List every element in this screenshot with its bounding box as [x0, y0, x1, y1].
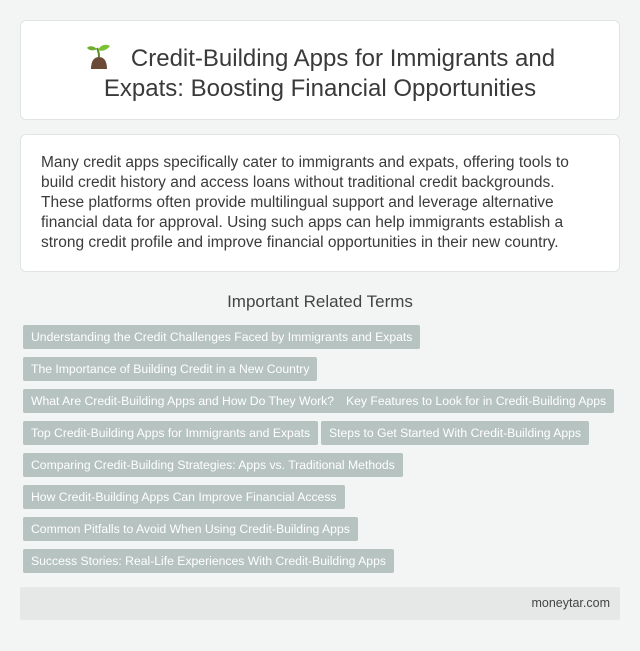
related-term-tag[interactable]: Comparing Credit-Building Strategies: Apps vs. Traditional Methods [23, 453, 403, 477]
related-term-tag[interactable]: How Credit-Building Apps Can Improve Financial Access [23, 485, 345, 509]
summary-card [20, 134, 620, 272]
footer [20, 587, 620, 620]
related-term-tag[interactable]: Common Pitfalls to Avoid When Using Credit-Building Apps [23, 517, 358, 541]
related-term-tag[interactable]: The Importance of Building Credit in a New Country [23, 357, 317, 381]
page-title-text: Credit-Building Apps for Immigrants and Expats: Boosting Financial Opportunities [103, 45, 556, 102]
related-term-tag[interactable]: Key Features to Look for in Credit-Building Apps [338, 389, 614, 413]
related-terms-heading: Important Related Terms [227, 292, 413, 311]
related-term-tag[interactable]: Top Credit-Building Apps for Immigrants and Expats [23, 421, 318, 445]
footer-site-link[interactable]: moneytar.com [531, 596, 610, 610]
related-term-tag[interactable]: What Are Credit-Building Apps and How Do They Work? [23, 389, 342, 413]
title-card [20, 20, 620, 120]
summary-text: Many credit apps specifically cater to immigrants and expats, offering tools to build credit history and access loans without traditional credit backgrounds. These platforms often provide multilingual support and leverage alternative financial data for approval. Using such apps can help immigrants establish a strong credit profile and improve financial opportunities in their new country. [41, 154, 569, 251]
page-title [51, 43, 589, 104]
related-term-tag[interactable]: Steps to Get Started With Credit-Building Apps [321, 421, 589, 445]
seedling-icon [85, 43, 113, 69]
related-term-tag[interactable]: Understanding the Credit Challenges Faced by Immigrants and Expats [23, 325, 420, 349]
related-term-tag[interactable]: Success Stories: Real-Life Experiences With Credit-Building Apps [23, 549, 394, 573]
